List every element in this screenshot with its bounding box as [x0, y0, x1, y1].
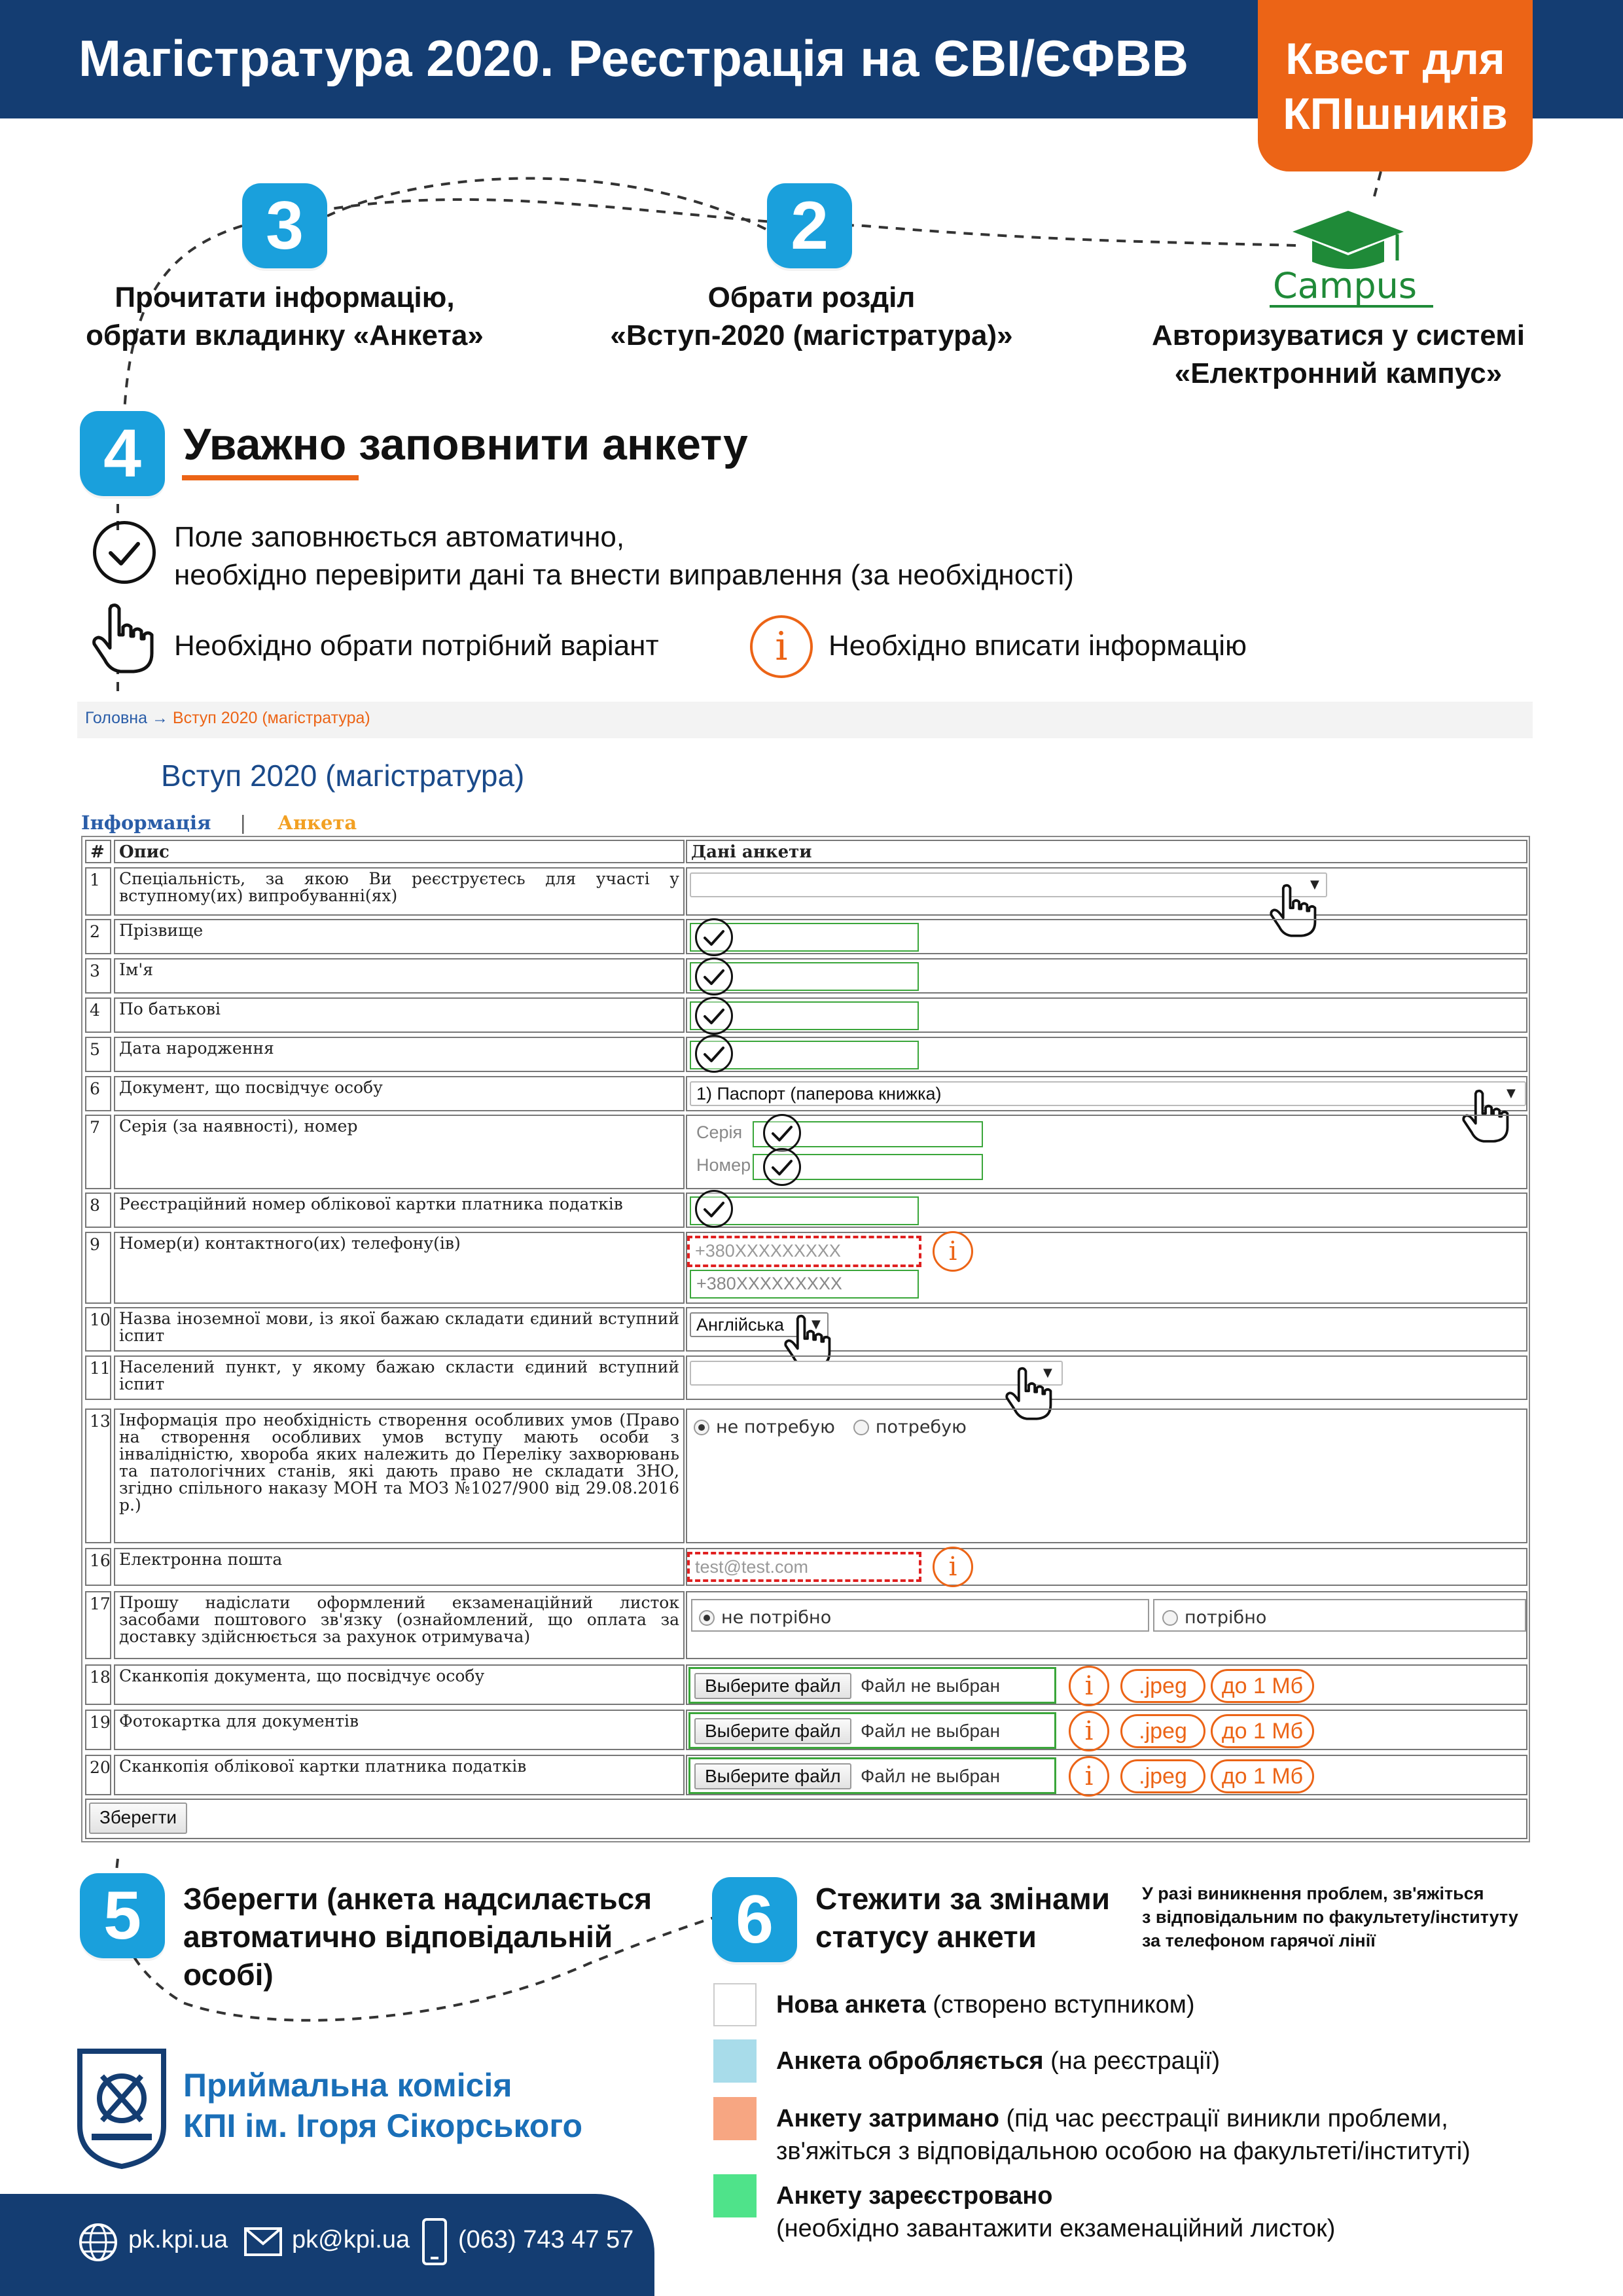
kpi-emblem-icon — [76, 2047, 168, 2169]
row-2-desc: Прізвище — [114, 919, 685, 954]
row-1-data — [686, 867, 1527, 916]
step2-line1: Обрати розділ — [707, 281, 916, 314]
postal-option-yes-box — [1153, 1599, 1526, 1632]
id-document-file-input — [688, 1667, 1056, 1704]
phone-info-icon: i — [933, 1231, 973, 1272]
help-note — [1142, 1882, 1518, 1952]
row-16-desc: Електронна пошта — [114, 1548, 685, 1586]
language-select[interactable]: Англійська — [690, 1312, 829, 1337]
special-conditions-radio-no[interactable] — [694, 1420, 709, 1435]
save-row — [85, 1799, 1527, 1839]
first-name-check-icon — [695, 958, 733, 996]
campus-logo-text: Campus — [1273, 265, 1418, 306]
number-label: Номер — [696, 1155, 751, 1175]
row-18-num: 18 — [85, 1664, 111, 1705]
row-1-num: 1 — [85, 867, 111, 916]
row-5-num: 5 — [85, 1037, 111, 1072]
status-delayed-swatch — [713, 2097, 757, 2140]
status-registered-label — [776, 2179, 1335, 2245]
auto-fill-line2: необхідно перевірити дані та внести виправлення (за необхідності) — [174, 559, 1074, 591]
patronymic-check-icon — [695, 997, 733, 1035]
check-legend-icon — [93, 521, 156, 584]
row-4-desc: По батькові — [114, 997, 685, 1033]
footer-site-link[interactable]: pk.kpi.ua — [128, 2226, 228, 2253]
tax-card-info-icon: i — [1069, 1756, 1109, 1797]
status-registered-note: (необхідно завантажити екзаменаційний листок) — [776, 2215, 1336, 2242]
tax-card-format-badge: .jpeg — [1120, 1759, 1205, 1793]
tax-number-check-icon — [695, 1190, 733, 1228]
header-data: Дані анкети — [686, 840, 1527, 863]
row-10-desc: Назва іноземної мови, із якої бажаю складати єдиний вступний іспит — [114, 1307, 685, 1352]
photo-format-badge: .jpeg — [1120, 1714, 1205, 1748]
row-13-data — [686, 1408, 1527, 1543]
tax-card-file-input — [688, 1757, 1056, 1794]
step1-line1: Авторизуватися у системі — [1151, 319, 1525, 351]
tax-card-size-badge: до 1 Мб — [1211, 1759, 1314, 1793]
photo-info-icon: i — [1069, 1711, 1109, 1751]
tab-separator: | — [240, 812, 247, 834]
special-conditions-radio-yes[interactable] — [853, 1420, 869, 1435]
birth-date-check-icon — [695, 1035, 733, 1073]
status-registered-title: Анкету зареєстровано — [776, 2182, 1053, 2210]
postal-radio-yes[interactable] — [1162, 1610, 1178, 1626]
row-20-num: 20 — [85, 1755, 111, 1795]
step1-line2: «Електронний кампус» — [1174, 357, 1503, 389]
number-check-icon — [763, 1148, 801, 1186]
step3-line2: обрати вкладинку «Анкета» — [86, 319, 484, 351]
postal-label-no: не потрібно — [721, 1607, 832, 1628]
row-13-num: 13 — [85, 1408, 111, 1543]
breadcrumb-current: Вступ 2020 (магістратура) — [172, 709, 370, 727]
row-7-data — [686, 1115, 1527, 1189]
row-20-desc: Сканкопія облікової картки платника податків — [114, 1755, 685, 1795]
photo-file-status: Файл не выбран — [861, 1721, 1001, 1741]
photo-size-badge: до 1 Мб — [1211, 1714, 1314, 1748]
step5-line2: автоматично відповідальній — [183, 1920, 613, 1954]
tab-information[interactable]: Інформація — [81, 812, 211, 834]
mail-icon — [243, 2227, 283, 2257]
row-9-num: 9 — [85, 1232, 111, 1304]
info-legend-icon: i — [750, 615, 813, 678]
breadcrumb — [85, 709, 370, 728]
language-dropdown-arrow-icon: ▼ — [812, 1318, 821, 1331]
id-document-format-badge: .jpeg — [1120, 1669, 1205, 1703]
auto-fill-line1: Поле заповнюється автоматично, — [174, 521, 625, 553]
step5-badge: 5 — [80, 1873, 165, 1958]
email-input[interactable]: test@test.com — [687, 1552, 921, 1582]
row-11-data — [686, 1355, 1527, 1400]
row-2-num: 2 — [85, 919, 111, 954]
section-subtitle: Вступ 2020 (магістратура) — [161, 759, 525, 793]
status-new-swatch — [713, 1983, 757, 2026]
row-8-data — [686, 1193, 1527, 1228]
title-underline — [182, 475, 359, 480]
save-button[interactable]: Зберегти — [89, 1803, 187, 1834]
surname-check-icon — [695, 918, 733, 956]
step6-line2: статусу анкети — [815, 1920, 1037, 1954]
document-dropdown-arrow-icon: ▼ — [1507, 1086, 1516, 1100]
help-note-line2: з відповідальним по факультету/інституту — [1142, 1907, 1518, 1927]
postal-radio-no[interactable] — [699, 1610, 715, 1626]
status-delayed-note: (під час реєстрації виникли проблеми, — [999, 2105, 1448, 2132]
commission-name — [183, 2065, 582, 2146]
row-11-num: 11 — [85, 1355, 111, 1400]
photo-choose-button[interactable]: Выберите файл — [694, 1718, 851, 1744]
special-conditions-label-yes: потребую — [875, 1417, 967, 1437]
row-2-data — [686, 919, 1527, 954]
phone-icon — [421, 2217, 448, 2266]
step5-line3: особі) — [183, 1958, 274, 1992]
step4-badge: 4 — [80, 411, 165, 496]
specialty-dropdown-arrow-icon: ▼ — [1310, 878, 1319, 891]
row-6-desc: Документ, що посвідчує особу — [114, 1076, 685, 1111]
step2-badge: 2 — [767, 183, 852, 268]
step5-line1: Зберегти (анкета надсилається — [183, 1882, 652, 1916]
row-13-desc: Інформація про необхідність створення особливих умов (Право на створення особливих умов вступу мають особи з інвалідністю, хвороба яких належить до Переліку захворювань та патологічних станів, які дають право не складати ЗНО, згідно спільного наказу МОН та МОЗ №1027/900 від 29.08.2016 р.) — [114, 1408, 685, 1543]
help-note-line1: У разі виникнення проблем, зв'яжіться — [1142, 1884, 1484, 1903]
step1-text — [1142, 317, 1535, 393]
row-16-num: 16 — [85, 1548, 111, 1586]
step6-text — [815, 1880, 1110, 1956]
postal-label-yes: потрібно — [1185, 1607, 1267, 1628]
breadcrumb-arrow-icon: → — [151, 709, 168, 727]
phone-input-1[interactable]: +380XXXXXXXXX — [687, 1236, 921, 1267]
status-new-note: (створено вступником) — [925, 1991, 1195, 2018]
document-select[interactable]: 1) Паспорт (паперова книжка) — [690, 1081, 1526, 1106]
quest-tag-line2: КПІшників — [1283, 89, 1508, 139]
row-4-num: 4 — [85, 997, 111, 1033]
step3-text — [65, 279, 504, 355]
page-title: Магістратура 2020. Реєстрація на ЄВІ/ЄФВВ — [79, 29, 1189, 87]
step2-text — [576, 279, 1047, 355]
row-6-data — [686, 1076, 1527, 1111]
status-processing-label — [776, 2045, 1220, 2077]
row-17-num: 17 — [85, 1591, 111, 1659]
step6-line1: Стежити за змінами — [815, 1882, 1111, 1916]
row-5-desc: Дата народження — [114, 1037, 685, 1072]
status-delayed-label — [776, 2102, 1471, 2168]
breadcrumb-home-link[interactable]: Головна — [85, 709, 147, 727]
status-delayed-title: Анкету затримано — [776, 2105, 999, 2132]
step4-title: Уважно заповнити анкету — [183, 420, 748, 469]
tax-card-choose-button[interactable]: Выберите файл — [694, 1763, 851, 1789]
tab-form[interactable]: Анкета — [277, 812, 357, 834]
globe-icon — [77, 2221, 119, 2263]
step3-badge: 3 — [242, 183, 327, 268]
quest-tag — [1258, 0, 1533, 171]
city-dropdown-arrow-icon: ▼ — [1043, 1366, 1052, 1380]
id-document-info-icon: i — [1069, 1666, 1109, 1706]
row-6-num: 6 — [85, 1076, 111, 1111]
row-3-data — [686, 958, 1527, 994]
row-8-desc: Реєстраційний номер облікової картки платника податків — [114, 1193, 685, 1228]
status-processing-swatch — [713, 2039, 757, 2083]
status-processing-title: Анкета обробляється — [776, 2047, 1044, 2075]
row-11-desc: Населений пункт, у якому бажаю скласти єдиний вступний іспит — [114, 1355, 685, 1400]
row-8-num: 8 — [85, 1193, 111, 1228]
step2-line2: «Вступ-2020 (магістратура)» — [610, 319, 1013, 351]
step6-badge: 6 — [712, 1877, 797, 1962]
row-19-desc: Фотокартка для документів — [114, 1710, 685, 1750]
photo-file-input — [688, 1712, 1056, 1749]
series-check-icon — [763, 1114, 801, 1152]
special-conditions-label-no: не потребую — [716, 1417, 835, 1437]
status-processing-note: (на реєстрації) — [1043, 2047, 1221, 2075]
id-document-choose-button[interactable]: Выберите файл — [694, 1673, 851, 1699]
row-17-desc: Прошу надіслати оформлений екзаменаційний листок засобами поштового зв'язку (ознайомлений, що оплата за доставку здійснюється за рахунок отримувача) — [114, 1591, 685, 1659]
row-7-desc: Серія (за наявності), номер — [114, 1115, 685, 1189]
row-18-desc: Сканкопія документа, що посвідчує особу — [114, 1664, 685, 1705]
id-document-file-status: Файл не выбран — [861, 1676, 1001, 1696]
status-new-title: Нова анкета — [776, 1991, 926, 2018]
footer-email-link[interactable]: pk@kpi.ua — [292, 2226, 410, 2253]
status-registered-swatch — [713, 2174, 757, 2217]
commission-line1: Приймальна комісія — [183, 2067, 512, 2104]
series-label: Серія — [696, 1122, 743, 1142]
step5-text — [183, 1880, 652, 1994]
tax-card-file-status: Файл не выбран — [861, 1766, 1001, 1786]
status-new-label — [776, 1988, 1195, 2021]
phone-input-2[interactable]: +380XXXXXXXXX — [690, 1270, 919, 1299]
row-5-data — [686, 1037, 1527, 1072]
id-document-size-badge: до 1 Мб — [1211, 1669, 1314, 1703]
row-1-desc: Спеціальність, за якою Ви реєструєтесь для участі у вступному(их) випробуванні(ях) — [114, 867, 685, 916]
row-16-data — [686, 1548, 1527, 1586]
row-4-data — [686, 997, 1527, 1033]
row-19-num: 19 — [85, 1710, 111, 1750]
special-conditions-radio-group — [694, 1416, 967, 1437]
row-7-num: 7 — [85, 1115, 111, 1189]
footer-phone[interactable]: (063) 743 47 57 — [458, 2226, 634, 2253]
row-3-num: 3 — [85, 958, 111, 994]
auto-fill-legend — [174, 518, 1074, 594]
hand-pointer-legend-icon — [90, 602, 156, 674]
row-10-num: 10 — [85, 1307, 111, 1352]
row-17-data — [686, 1591, 1527, 1659]
specialty-select[interactable] — [690, 872, 1327, 897]
row-3-desc: Ім'я — [114, 958, 685, 994]
status-delayed-note2: зв'яжіться з відповідальною особою на факультеті/інституті) — [776, 2138, 1471, 2165]
email-info-icon: i — [933, 1547, 973, 1587]
help-note-line3: за телефоном гарячої лінії — [1142, 1931, 1376, 1950]
input-legend: Необхідно вписати інформацію — [829, 630, 1247, 662]
row-9-desc: Номер(и) контактного(их) телефону(ів) — [114, 1232, 685, 1304]
header-desc: Опис — [114, 840, 685, 863]
select-legend: Необхідно обрати потрібний варіант — [174, 630, 659, 662]
quest-tag-line1: Квест для — [1285, 34, 1505, 84]
tabs — [81, 812, 357, 834]
row-9-data — [686, 1232, 1527, 1304]
header-num: # — [85, 840, 111, 863]
step3-line1: Прочитати інформацію, — [115, 281, 455, 314]
postal-option-no-box — [691, 1599, 1149, 1632]
commission-line2: КПІ ім. Ігоря Сікорського — [183, 2108, 583, 2144]
